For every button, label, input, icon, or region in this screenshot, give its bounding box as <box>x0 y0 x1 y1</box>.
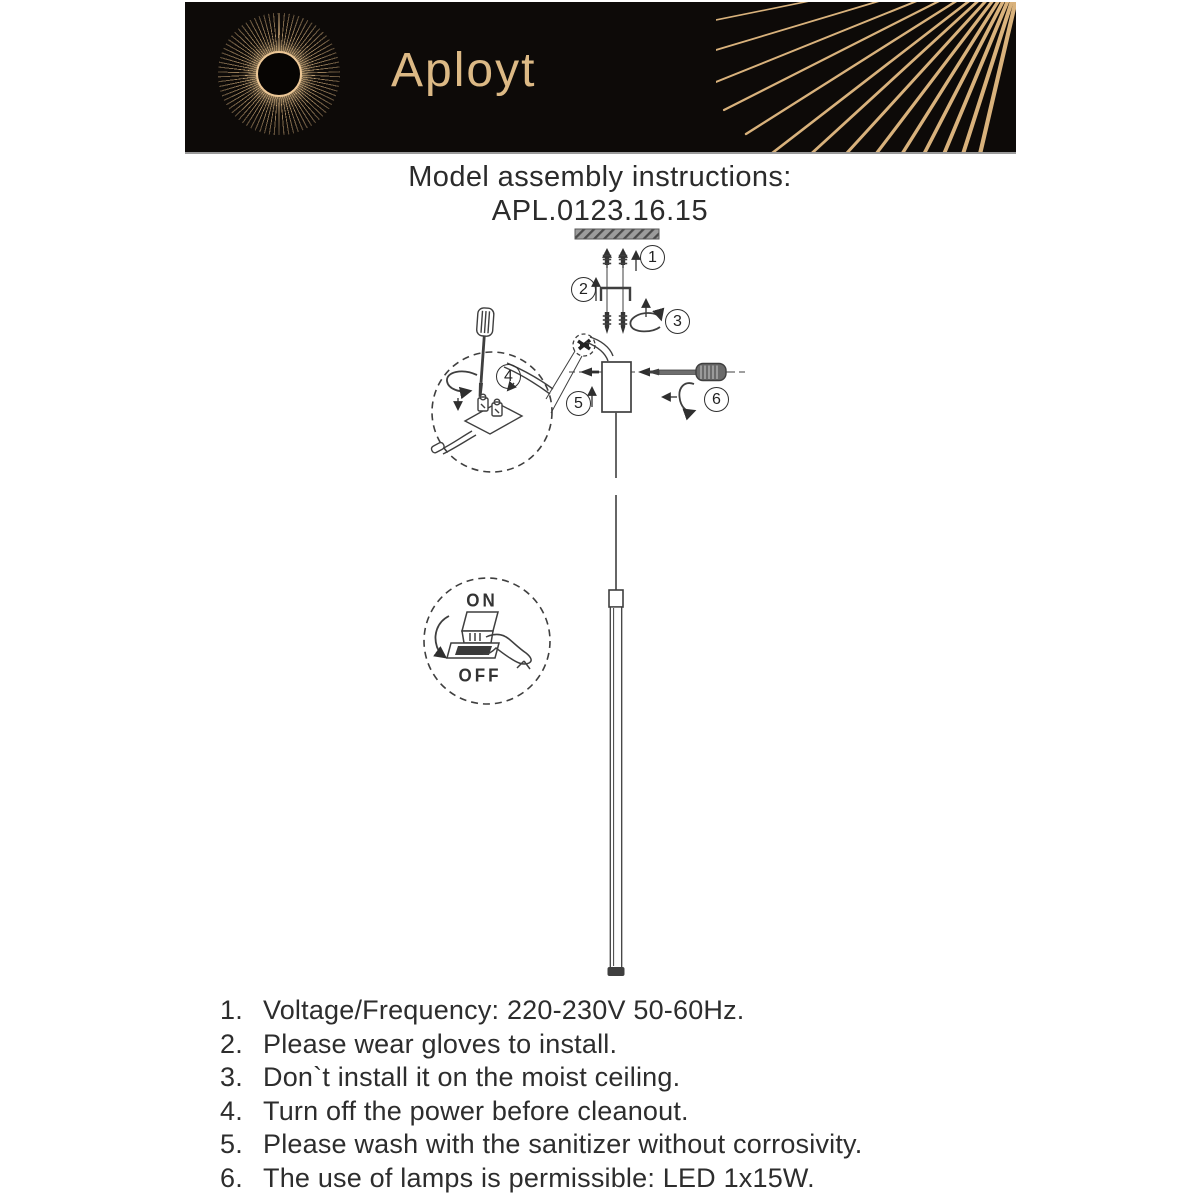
instruction-list <box>220 994 1080 1196</box>
screwdriver-horizontal-icon <box>647 364 738 381</box>
step-badge-4: 4 <box>496 364 521 389</box>
instruction-number: 6. <box>220 1162 243 1193</box>
model-number: APL.0123.16.15 <box>491 195 709 227</box>
instruction-text: Please wear gloves to install. <box>263 1028 618 1059</box>
instruction-item-1 <box>220 994 1080 1028</box>
terminal-block <box>465 394 522 434</box>
instruction-text: Please wash with the sanitizer without corrosivity. <box>263 1129 863 1160</box>
step-badge-5: 5 <box>566 391 591 416</box>
switch-off-label: OFF <box>458 665 502 686</box>
anchor-bolts <box>603 250 627 268</box>
flip-arrow <box>436 616 450 657</box>
step-badge-1: 1 <box>640 245 665 270</box>
step-badge-6: 6 <box>704 387 729 412</box>
instruction-item-5 <box>220 1128 1080 1162</box>
mounting-bracket <box>601 288 630 301</box>
instruction-item-4 <box>220 1095 1080 1129</box>
rotate-arrow-step6 <box>663 383 694 411</box>
instruction-text: Don`t install it on the moist ceiling. <box>263 1062 681 1093</box>
wiring-detail <box>430 308 582 472</box>
instruction-number: 4. <box>220 1095 243 1126</box>
instruction-number: 2. <box>220 1028 243 1059</box>
step-badge-2: 2 <box>571 277 596 302</box>
instruction-item-3 <box>220 1061 1080 1095</box>
instruction-item-2 <box>220 1028 1080 1062</box>
brand-wordmark: Aployt <box>391 44 537 97</box>
canopy-body <box>602 362 631 412</box>
step-badge-3: 3 <box>665 309 690 334</box>
instruction-text: Voltage/Frequency: 220-230V 50-60Hz. <box>263 995 745 1025</box>
mounting-screws <box>603 312 627 334</box>
rotate-arrow-step3 <box>630 300 661 331</box>
switch-on-label: ON <box>466 590 498 611</box>
instruction-item-6 <box>220 1162 1080 1196</box>
rod-end-cap <box>608 967 625 976</box>
wire-clamp <box>578 340 590 349</box>
instruction-number: 3. <box>220 1062 243 1093</box>
instruction-text: The use of lamps is permissible: LED 1x15W. <box>263 1162 815 1193</box>
instruction-number: 1. <box>220 995 243 1025</box>
page-title: Model assembly instructions: <box>408 161 792 193</box>
instruction-text: Turn off the power before cleanout. <box>263 1095 689 1126</box>
pendant-rod <box>608 590 625 976</box>
instruction-number: 5. <box>220 1129 243 1160</box>
rod-connector <box>609 590 623 607</box>
canopy-assembly <box>569 334 748 590</box>
